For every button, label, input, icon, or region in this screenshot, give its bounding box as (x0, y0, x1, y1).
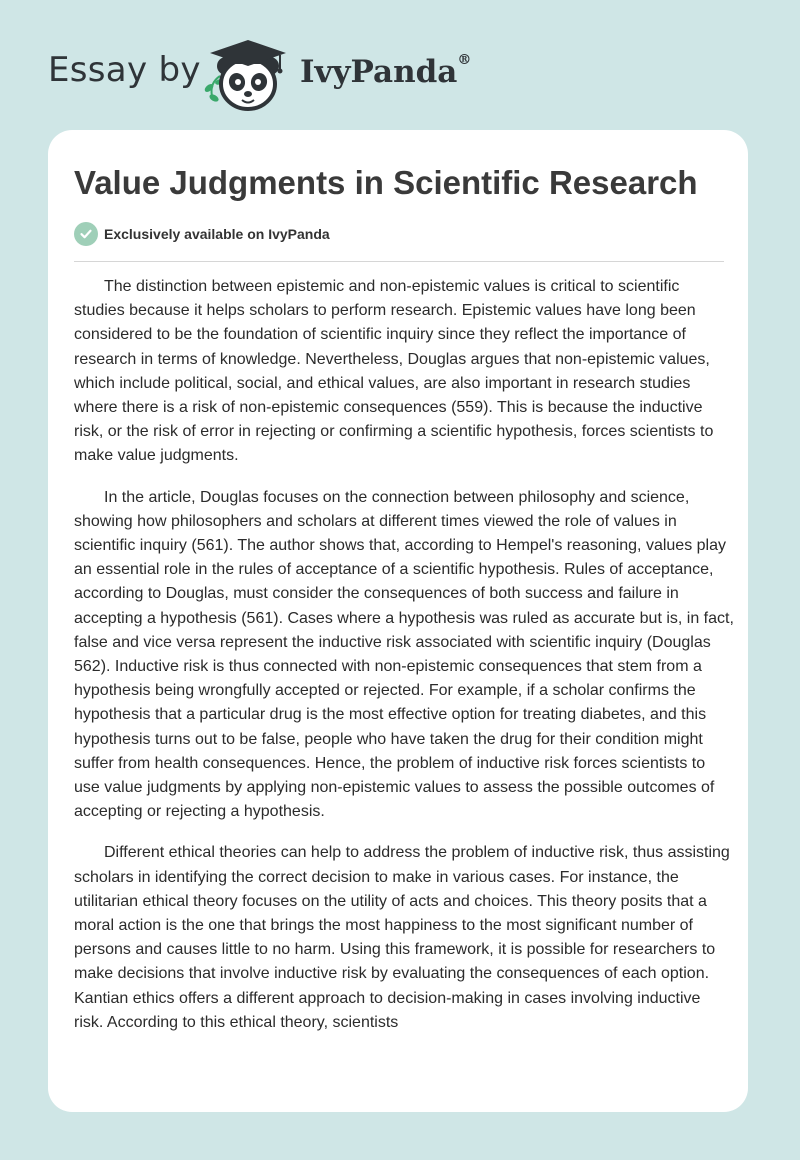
brand-name[interactable]: IvyPanda® (300, 52, 472, 90)
essay-card (48, 130, 748, 1112)
check-circle-icon (74, 222, 98, 246)
badge-text: Exclusively available on IvyPanda (104, 226, 330, 242)
site-header (0, 0, 800, 130)
exclusive-badge (74, 222, 330, 246)
paragraph: The distinction between epistemic and non-epistemic values is critical to scientific studies because it helps scholars to perform research. Epistemic values have long been considered to be the foundation of scientific inquiry since they reflect the importance of research in terms of knowledge. Nevertheless, Douglas argues that non-epistemic values, which include political, social, and ethical values, are also important in research studies where there is a risk of non-epistemic consequences (559). This is because the inductive risk, or the risk of error in rejecting or confirming a scientific hypothesis, forces scientists to make value judgments. (74, 278, 714, 465)
page-title: Value Judgments in Scientific Research (74, 164, 698, 201)
paragraph: Different ethical theories can help to address the problem of inductive risk, thus assisting scholars in identifying the correct decision to make in various cases. For instance, the utilitarian ethical theory focuses on the utility of acts and choices. This theory posits that a moral action is the one that brings the most happiness to the most significant number of persons and causes little to no harm. Using this framework, it is possible for researchers to make decisions that involve inductive risk by evaluating the consequences of each option. Kantian ethics offers a different approach to decision-making in cases involving inductive risk. According to this ethical theory, scientists (74, 844, 730, 1031)
panda-graduate-icon[interactable] (200, 36, 296, 114)
essay-body (74, 275, 734, 1052)
divider (74, 261, 724, 262)
brand-prefix: Essay by (48, 50, 201, 90)
registered-mark: ® (457, 52, 472, 68)
paragraph: In the article, Douglas focuses on the connection between philosophy and science, showing how philosophers and scholars at different times viewed the role of values in scientific inquiry (561). The author shows that, according to Hempel's reasoning, values play an essential role in the rules of acceptance of a scientific hypothesis. Rules of acceptance, according to Douglas, must consider the consequences of both success and failure in accepting a hypothesis (561). Cases where a hypothesis was ruled as accurate but is, in fact, false and vice versa represent the inductive risk associated with scientific inquiry (Douglas 562). Inductive risk is thus connected with non-epistemic consequences that stem from a hypothesis being wrongfully accepted or rejected. For example, if a scholar confirms the hypothesis that a particular drug is the most effective option for treating diabetes, and this hypothesis turns out to be false, people who have taken the drug for their condition might suffer from health consequences. Hence, the problem of inductive risk forces scientists to use value judgments by applying non-epistemic values to assess the possible outcomes of accepting or rejecting a hypothesis. (74, 488, 734, 821)
